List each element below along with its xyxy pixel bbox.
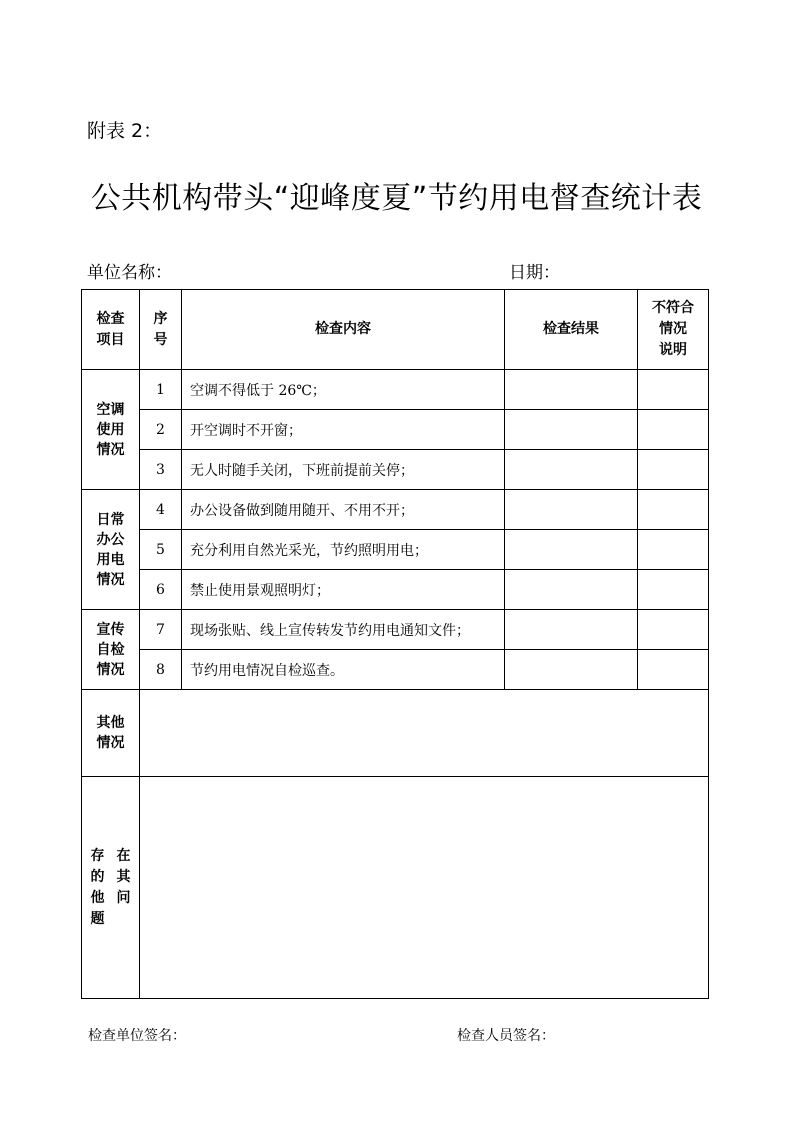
row-content: 空调不得低于 26℃； — [182, 370, 505, 410]
issues-char: 存 — [90, 848, 105, 864]
category-line: 空调 — [96, 401, 125, 418]
note-cell[interactable] — [638, 530, 709, 570]
note-cell[interactable] — [638, 570, 709, 610]
issues-char: 其 — [116, 869, 131, 885]
table-row — [82, 570, 709, 610]
note-cell[interactable] — [638, 650, 709, 690]
inspector-signature-label: 检查人员签名： — [457, 1028, 555, 1044]
inspection-table — [81, 289, 709, 999]
category-line: 用电 — [96, 551, 125, 568]
header-item-line: 检查 — [96, 310, 125, 327]
category-line: 宣传 — [96, 621, 125, 638]
row-number: 3 — [140, 450, 182, 490]
row-content: 办公设备做到随用随开、不用不开； — [182, 490, 505, 530]
category-line: 情况 — [96, 571, 125, 588]
note-cell[interactable] — [638, 450, 709, 490]
header-item-line: 项目 — [96, 331, 125, 348]
header-note-line: 情况 — [659, 321, 687, 337]
header-seq-line: 号 — [153, 331, 168, 348]
row-number: 8 — [140, 650, 182, 690]
header-seq — [140, 290, 182, 370]
other-label-line: 其他 — [96, 715, 125, 731]
note-cell[interactable] — [638, 610, 709, 650]
header-note — [638, 290, 709, 370]
category-ac-usage — [82, 370, 140, 490]
category-line: 情况 — [96, 661, 125, 678]
header-result: 检查结果 — [505, 290, 638, 370]
note-cell[interactable] — [638, 490, 709, 530]
inspecting-unit-signature-label: 检查单位签名： — [88, 1028, 186, 1044]
row-number: 5 — [140, 530, 182, 570]
table-header-row — [82, 290, 709, 370]
result-cell[interactable] — [505, 490, 638, 530]
row-content: 现场张贴、线上宣传转发节约用电通知文件； — [182, 610, 505, 650]
category-line: 办公 — [96, 531, 125, 548]
row-number: 7 — [140, 610, 182, 650]
issues-char: 在 — [116, 848, 131, 864]
row-number: 1 — [140, 370, 182, 410]
issues-char: 题 — [90, 911, 105, 927]
other-situations-field[interactable] — [140, 690, 709, 777]
category-line: 自检 — [96, 641, 125, 658]
category-line: 情况 — [96, 441, 125, 458]
row-number: 2 — [140, 410, 182, 450]
other-situations-label — [82, 690, 140, 777]
category-office-power — [82, 490, 140, 610]
other-issues-row — [82, 777, 709, 999]
result-cell[interactable] — [505, 370, 638, 410]
table-row — [82, 610, 709, 650]
result-cell[interactable] — [505, 650, 638, 690]
result-cell[interactable] — [505, 410, 638, 450]
category-publicity-selfcheck — [82, 610, 140, 690]
note-cell[interactable] — [638, 410, 709, 450]
other-issues-label — [82, 777, 140, 999]
header-note-line: 不符合 — [652, 300, 694, 316]
result-cell[interactable] — [505, 530, 638, 570]
other-label-line: 情况 — [96, 735, 125, 751]
other-situations-row — [82, 690, 709, 777]
table-row — [82, 490, 709, 530]
row-content: 开空调时不开窗； — [182, 410, 505, 450]
date-label: 日期： — [509, 263, 560, 283]
issues-char: 问 — [116, 890, 131, 906]
note-cell[interactable] — [638, 370, 709, 410]
appendix-label: 附表 2： — [87, 120, 163, 142]
table-row — [82, 410, 709, 450]
result-cell[interactable] — [505, 610, 638, 650]
header-item — [82, 290, 140, 370]
category-line: 使用 — [96, 421, 125, 438]
table-row — [82, 650, 709, 690]
row-content: 充分利用自然光采光，节约照明用电； — [182, 530, 505, 570]
result-cell[interactable] — [505, 570, 638, 610]
other-issues-field[interactable] — [140, 777, 709, 999]
issues-char: 的 — [90, 869, 105, 885]
table-row — [82, 530, 709, 570]
row-content: 节约用电情况自检巡查。 — [182, 650, 505, 690]
header-content: 检查内容 — [182, 290, 505, 370]
result-cell[interactable] — [505, 450, 638, 490]
page-title: 公共机构带头“迎峰度夏”节约用电督查统计表 — [90, 181, 703, 216]
table-row — [82, 450, 709, 490]
issues-char: 他 — [90, 890, 105, 906]
category-line: 日常 — [96, 511, 125, 528]
row-content: 无人时随手关闭，下班前提前关停； — [182, 450, 505, 490]
header-seq-line: 序 — [153, 310, 168, 327]
row-number: 4 — [140, 490, 182, 530]
row-content: 禁止使用景观照明灯； — [182, 570, 505, 610]
table-row — [82, 370, 709, 410]
row-number: 6 — [140, 570, 182, 610]
unit-name-label: 单位名称： — [87, 263, 172, 283]
header-note-line: 说明 — [659, 342, 687, 358]
